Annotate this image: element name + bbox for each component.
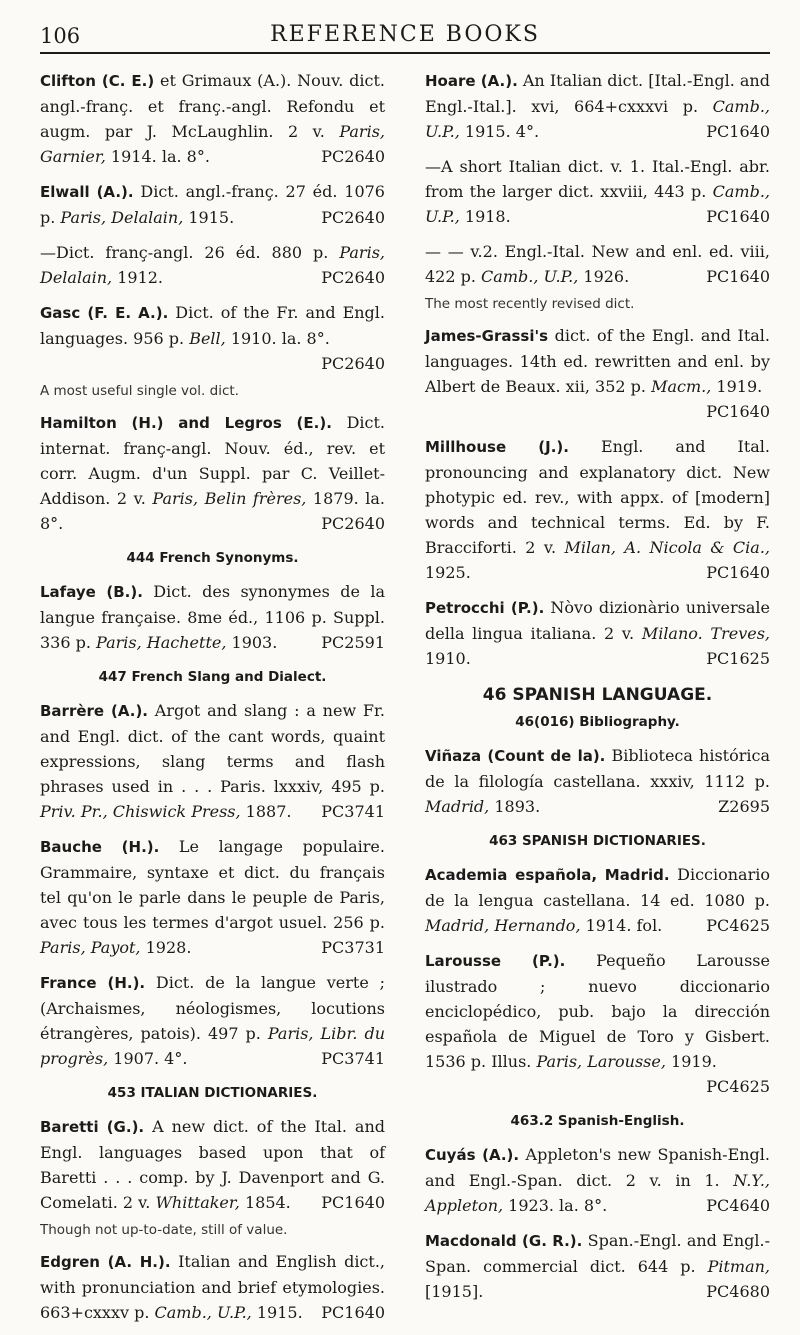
bibliography-entry xyxy=(425,595,770,671)
bibliography-entry xyxy=(40,834,385,960)
entry-imprint: Madrid, xyxy=(425,797,490,816)
entry-imprint: Priv. Pr., Chiswick Press, xyxy=(40,802,241,821)
entry-imprint: Whittaker, xyxy=(155,1193,240,1212)
running-header xyxy=(40,10,770,54)
entry-author: Viñaza (Count de la). xyxy=(425,747,606,765)
entry-author: Lafaye (B.). xyxy=(40,583,143,601)
bibliography-entry xyxy=(40,68,385,169)
entry-class-number: PC4625 xyxy=(706,1077,770,1096)
entry-imprint: Camb., U.P., xyxy=(425,182,770,226)
entry-date: 1914. la. 8°. xyxy=(105,147,210,166)
entry-date: 1915. xyxy=(251,1303,303,1322)
entry-author: Petrocchi (P.). xyxy=(425,599,545,617)
entry-class-number: PC2591 xyxy=(321,633,385,652)
entry-date: 1915. 4°. xyxy=(459,122,540,141)
bibliography-entry xyxy=(425,948,770,1099)
entry-note: A most useful single vol. dict. xyxy=(40,383,239,399)
entry-class-number: PC4640 xyxy=(706,1196,770,1215)
section-heading: 46 SPANISH LANGUAGE. xyxy=(482,685,713,705)
entry-imprint: Paris, Libr. du progrès, xyxy=(40,1024,385,1068)
entry-author: Bauche (H.). xyxy=(40,838,160,856)
bibliography-entry xyxy=(425,743,770,819)
entry-imprint: Milan, A. Nicola & Cia., xyxy=(564,538,770,557)
entry-imprint: Paris, Garnier, xyxy=(40,122,385,166)
bibliography-entry xyxy=(40,179,385,230)
entry-description: —Dict. franç-angl. 26 éd. 880 p. xyxy=(40,243,340,262)
entry-author: France (H.). xyxy=(40,974,146,992)
entry-description: Dict. des synonymes de la langue française. 8me éd., 1106 p. Suppl. 336 p. xyxy=(40,582,385,652)
entry-description: —A short Italian dict. v. 1. Ital.-Engl. abr. from the larger dict. xxviii, 443 p. xyxy=(425,157,770,201)
bibliography-entry xyxy=(425,862,770,938)
entry-date: 1910. xyxy=(425,649,471,668)
entry-author: James-Grassi's xyxy=(425,327,549,345)
bibliography-entry xyxy=(425,239,770,289)
entry-description: An Italian dict. [Ital.-Engl. and Engl.-Ital.]. xvi, 664+cxxxvi p. xyxy=(425,71,770,116)
entry-date: 1919. xyxy=(665,1052,717,1071)
entry-imprint: Camb., U.P., xyxy=(425,97,770,141)
entry-date: 1907. 4°. xyxy=(108,1049,188,1068)
page-number: 106 xyxy=(40,24,81,48)
entry-class-number: Z2695 xyxy=(718,797,770,816)
bibliography-entry xyxy=(425,323,770,424)
bibliography-entry xyxy=(40,1114,385,1215)
entry-imprint: Madrid, Hernando, xyxy=(425,916,581,935)
entry-imprint: Paris, Delalain, xyxy=(60,208,184,227)
entry-imprint: Paris, Delalain, xyxy=(40,243,385,287)
entry-class-number: PC1640 xyxy=(706,122,770,141)
entry-description: Dict. of the Fr. and Engl. languages. 956 p. xyxy=(40,303,385,348)
entry-author: Larousse (P.). xyxy=(425,952,566,970)
bibliography-entry xyxy=(425,1228,770,1304)
entry-author: Millhouse (J.). xyxy=(425,438,569,456)
entry-description: Argot and slang : a new Fr. and Engl. dict. of the cant words, quaint expressions, slang terms and flash phrases used in . . . Paris. lxxxiv, 495 p. xyxy=(40,701,385,796)
bibliography-entry xyxy=(40,579,385,655)
bibliography-entry xyxy=(40,300,385,376)
entry-author: Macdonald (G. R.). xyxy=(425,1232,583,1250)
entry-class-number: PC1640 xyxy=(706,267,770,286)
entry-imprint: Camb., U.P., xyxy=(481,267,579,286)
entry-class-number: PC3731 xyxy=(321,938,385,957)
entry-class-number: PC1640 xyxy=(321,1193,385,1212)
entry-class-number: PC3741 xyxy=(321,1049,385,1068)
entry-description: Italian and English dict., with pronunciation and brief etymologies. 663+cxxxv p. xyxy=(40,1252,385,1322)
running-title: REFERENCE BOOKS xyxy=(270,22,540,47)
entry-date: 1915. xyxy=(183,208,235,227)
entry-note: The most recently revised dict. xyxy=(425,296,635,312)
bibliography-entry xyxy=(40,240,385,290)
entry-class-number: PC2640 xyxy=(321,268,385,287)
entry-description: Biblioteca histórica de la filología castellana. xxxiv, 1112 p. xyxy=(425,746,771,791)
entry-date: 1926. xyxy=(578,267,630,286)
entry-imprint: Paris, Belin frères, xyxy=(152,489,307,508)
entry-note: Though not up-to-date, still of value. xyxy=(40,1222,288,1238)
entry-class-number: PC4680 xyxy=(706,1282,770,1301)
section-heading: 444 French Synonyms. xyxy=(126,550,299,566)
bibliography-entry xyxy=(425,68,770,144)
entry-imprint: Paris, Hachette, xyxy=(96,633,227,652)
entry-author: Barrère (A.). xyxy=(40,702,149,720)
section-heading: 463 SPANISH DICTIONARIES. xyxy=(489,833,706,849)
entry-description: Nòvo dizionàrio universale della lingua italiana. 2 v. xyxy=(425,598,771,643)
section-heading: 447 French Slang and Dialect. xyxy=(98,669,327,685)
entry-author: Baretti (G.). xyxy=(40,1118,145,1136)
entry-description: Dict. angl.-franç. 27 éd. 1076 p. xyxy=(40,182,385,227)
entry-author: Hoare (A.). xyxy=(425,72,518,90)
entry-imprint: Camb., U.P., xyxy=(154,1303,252,1322)
entry-date: 1925. xyxy=(425,563,471,582)
bibliography-entry xyxy=(425,1142,770,1218)
entry-class-number: PC2640 xyxy=(321,147,385,166)
bibliography-entry xyxy=(40,1249,385,1325)
entry-date: 1923. la. 8°. xyxy=(503,1196,608,1215)
entry-class-number: PC2640 xyxy=(321,208,385,227)
entry-description: dict. of the Engl. and Ital. languages. 14th ed. rewritten and enl. by Albert de Beaux. xii, 352 p. xyxy=(425,326,770,396)
right-column xyxy=(425,68,770,1314)
entry-date: 1910. la. 8°. xyxy=(225,329,330,348)
entry-author: Gasc (F. E. A.). xyxy=(40,304,169,322)
entry-description: Dict. internat. franç-angl. Nouv. éd., rev. et corr. Augm. d'un Suppl. par C. Veillet-Addison. 2 v. xyxy=(40,413,385,508)
entry-author: Cuyás (A.). xyxy=(425,1146,520,1164)
entry-date: 1854. xyxy=(239,1193,291,1212)
entry-description: Appleton's new Spanish-Engl. and Engl.-Span. dict. 2 v. in 1. xyxy=(425,1145,771,1190)
entry-description: et Grimaux (A.). Nouv. dict. angl.-franç. et franç.-angl. Refondu et augm. par J. McLaughlin. 2 v. xyxy=(40,71,385,141)
section-heading: 453 ITALIAN DICTIONARIES. xyxy=(107,1085,318,1101)
entry-imprint: Paris, Larousse, xyxy=(536,1052,666,1071)
entry-imprint: Paris, Payot, xyxy=(40,938,141,957)
entry-imprint: N.Y., Appleton, xyxy=(425,1171,770,1215)
entry-class-number: PC1640 xyxy=(706,207,770,226)
entry-imprint: Macm., xyxy=(651,377,712,396)
entry-description: Dict. de la langue verte ; (Archaismes, néologismes, locutions étrangères, patois). 497 p. xyxy=(40,973,385,1043)
entry-date: 1918. xyxy=(459,207,511,226)
bibliography-entry xyxy=(425,434,770,585)
entry-date: [1915]. xyxy=(425,1282,484,1301)
entry-author: Academia española, Madrid. xyxy=(425,866,670,884)
entry-class-number: PC1640 xyxy=(321,1303,385,1322)
entry-date: 1928. xyxy=(140,938,192,957)
entry-imprint: Bell, xyxy=(189,329,226,348)
entry-date: 1879. la. 8°. xyxy=(40,489,385,533)
entry-date: 1887. xyxy=(240,802,292,821)
entry-class-number: PC3741 xyxy=(321,802,385,821)
left-column xyxy=(40,68,385,1335)
entry-imprint: Pitman, xyxy=(707,1257,770,1276)
entry-description: Span.-Engl. and Engl.-Span. commercial dict. 644 p. xyxy=(425,1231,770,1276)
entry-class-number: PC1640 xyxy=(706,402,770,421)
entry-class-number: PC2640 xyxy=(321,354,385,373)
entry-author: Hamilton (H.) and Legros (E.). xyxy=(40,414,332,432)
entry-class-number: PC2640 xyxy=(321,514,385,533)
entry-description: — — v.2. Engl.-Ital. New and enl. ed. viii, 422 p. xyxy=(425,242,770,286)
section-heading: 46(016) Bibliography. xyxy=(515,714,680,730)
bibliography-entry xyxy=(40,410,385,536)
bibliography-entry xyxy=(40,970,385,1071)
entry-imprint: Milano. Treves, xyxy=(641,624,771,643)
entry-author: Clifton (C. E.) xyxy=(40,72,155,90)
entry-author: Edgren (A. H.). xyxy=(40,1253,171,1271)
entry-date: 1914. fol. xyxy=(580,916,663,935)
section-heading: 463.2 Spanish-English. xyxy=(510,1113,685,1129)
entry-description: Engl. and Ital. pronouncing and explanatory dict. New photypic ed. rev., with appx. of [modern] words and technical terms. Ed. by F. Bracciforti. 2 v. xyxy=(425,437,770,557)
entry-date: 1912. xyxy=(112,268,164,287)
entry-date: 1919. xyxy=(711,377,763,396)
entry-class-number: PC4625 xyxy=(706,916,770,935)
bibliography-entry xyxy=(40,698,385,824)
entry-description: Diccionario de la lengua castellana. 14 ed. 1080 p. xyxy=(425,865,770,910)
page xyxy=(40,0,771,1322)
bibliography-entry xyxy=(425,154,770,229)
entry-description: A new dict. of the Ital. and Engl. languages based upon that of Baretti . . . comp. by J. Davenport and G. Comelati. 2 v. xyxy=(40,1117,386,1212)
entry-date: 1893. xyxy=(489,797,541,816)
entry-description: Le langage populaire. Grammaire, syntaxe et dict. du français tel qu'on le parle dans le peuple de Paris, avec tous les termes d'argot usuel. 256 p. xyxy=(40,837,385,932)
entry-description: Pequeño Larousse ilustrado ; nuevo diccionario enciclopédico, pub. bajo la dirección española de Miguel de Toro y Gisbert. 1536 p. Illus. xyxy=(425,951,770,1071)
entry-date: 1903. xyxy=(226,633,278,652)
entry-class-number: PC1625 xyxy=(706,649,770,668)
entry-author: Elwall (A.). xyxy=(40,183,134,201)
entry-class-number: PC1640 xyxy=(706,563,770,582)
